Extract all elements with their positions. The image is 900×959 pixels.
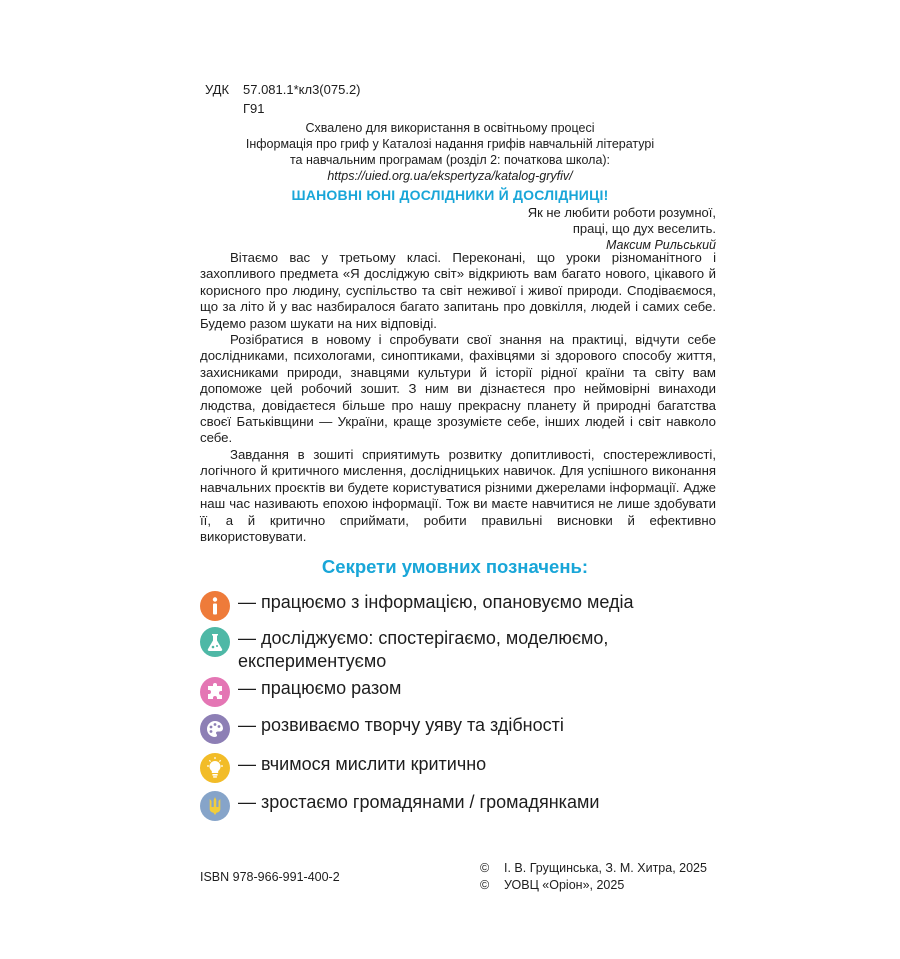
legend-text-citizenship: — зростаємо громадянами / громадянками [238,792,600,812]
puzzle-icon [200,677,230,707]
approval-line-2: Інформація про гриф у Каталозі надання грифів навчальній літературі [245,137,655,151]
copyright-line-authors [480,860,707,877]
legend-item-info [200,591,720,621]
copyright-symbol: © [480,878,490,892]
epigraph-author: Максим Рильський [605,238,716,252]
legend-item-citizenship [200,791,720,821]
greeting-heading: ШАНОВНІ ЮНІ ДОСЛІДНИКИ Й ДОСЛІДНИЦІ! [291,187,609,203]
paragraph-1: Вітаємо вас у третьому класі. Переконані, що уроки різноманітного і захопливого предмета «Я досліджую світ» відкриють вам багато нового, цікавого й корисного про людину, суспільство та світ неживої і живої природи. Сподіваємося, що за літо й у вас назбиралося багато запитань про довкілля, людей і самих себе. Будемо разом шукати на них відповіді. [200,250,716,331]
approval-url[interactable]: https://uied.org.ua/ekspertyza/katalog-gryfiv/ [327,169,573,183]
copyright-line-publisher [480,877,707,894]
bbk-code: Г91 [243,101,265,116]
approval-line-3: та навчальним програмам (розділ 2: початкова школа): [289,153,611,167]
paragraph-3: Завдання в зошиті сприятимуть розвитку допитливості, спостережливості, логічного й критичного мислення, дослідницьких навичок. Для успішного виконання навчальних проєктів ви будете користуватися різними джерелами інформації. Адже наш час називають епохою інформації. Тож ви маєте навчитися не лише здобувати її, а й критично сприймати, робити правильні висновки й ефективно використовувати. [200,446,716,544]
legend-text-research: — досліджуємо: спостерігаємо, моделюємо, експериментуємо [238,628,609,671]
info-icon [200,591,230,621]
legend-item-research [200,627,720,673]
epigraph [460,205,716,253]
legend-title: Секрети умовних позначень: [321,556,589,577]
legend-text-info: — працюємо з інформацією, опановуємо медіа [238,592,634,612]
udk-value: 57.081.1*кл3(075.2) [243,82,361,97]
epigraph-line-1: Як не любити роботи розумної, [527,205,716,220]
legend-text-creativity: — розвиваємо творчу уяву та здібності [238,715,564,735]
legend-text-teamwork: — працюємо разом [238,678,402,698]
copyright-authors: І. В. Грущинська, З. М. Хитра, 2025 [504,861,707,875]
intro-text [200,250,716,545]
trident-icon [200,791,230,821]
palette-icon [200,714,230,744]
approval-line-1: Схвалено для використання в освітньому процесі [305,121,595,135]
lightbulb-icon [200,753,230,783]
legend-item-creativity [200,714,720,744]
copyright-publisher: УОВЦ «Оріон», 2025 [504,878,625,892]
flask-icon [200,627,230,657]
copyright-block [480,860,707,894]
legend-text-critical-thinking: — вчимося мислити критично [238,754,487,774]
legend-item-critical-thinking [200,753,720,783]
legend-item-teamwork [200,677,720,707]
paragraph-2: Розібратися в новому і спробувати свої знання на практиці, відчути себе дослідниками, психологами, синоптиками, фахівцями зі здорового способу життя, захисниками природи, знавцями культури й історії рідної країни та світу вам допоможе цей робочий зошит. З ним ви дізнаєтеся про неймовірні винаходи людства, довідаєтеся більше про нашу прекрасну планету й природні багатства своєї Батьківщини — України, краще зрозумієте себе, інших людей і світ навколо себе. [200,332,716,446]
udk-label: УДК [205,82,230,97]
epigraph-line-2: праці, що дух веселить. [572,221,716,236]
approval-block [205,120,695,184]
isbn: ISBN 978-966-991-400-2 [200,870,340,884]
copyright-symbol: © [480,861,490,875]
